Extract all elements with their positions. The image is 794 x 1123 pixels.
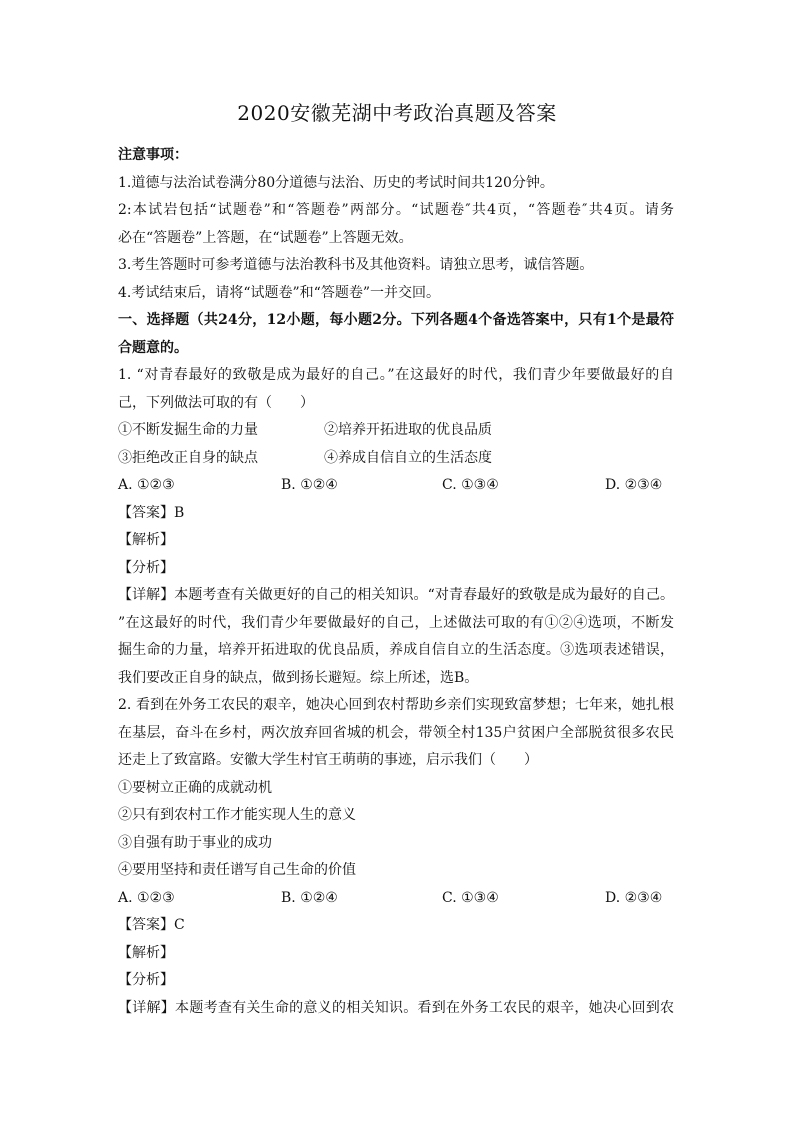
q1-stem-cont: 己，下列做法可取的有（ ） bbox=[118, 394, 314, 411]
q1-analysis-label: 【解析】 bbox=[118, 532, 174, 548]
q2-statement-3: ③自强有助于事业的成功 bbox=[118, 834, 272, 851]
q2-analysis-label: 【解析】 bbox=[118, 944, 174, 961]
q1-statements-row-2 bbox=[118, 445, 674, 473]
q2-choice-c: C. ①③④ bbox=[442, 889, 499, 906]
q1-choice-c: C. ①③④ bbox=[442, 477, 499, 493]
q2-detail-line-1: 【详解】本题考查有关生命的意义的相关知识。看到在外务工农民的艰辛，她决心回到农 bbox=[118, 999, 674, 1016]
q2-stem: 2. 看到在外务工农民的艰辛，她决心回到农村帮助乡亲们实现致富梦想；七年来，她扎根 bbox=[118, 697, 674, 713]
document-body bbox=[118, 142, 674, 1022]
q1-detail-line-2: ”在这最好的时代，我们青少年要做最好的自己，上述做法可取的有①②④选项，不断发 bbox=[118, 614, 674, 631]
q2-choice-d: D. ②③④ bbox=[605, 889, 663, 906]
q1-statement-2: ②培养开拓进取的优良品质 bbox=[324, 422, 492, 438]
q2-answer: 【答案】C bbox=[118, 917, 185, 933]
notes-heading: 注意事项： bbox=[118, 147, 188, 163]
document-title: 2020安徽芜湖中考政治真题及答案 bbox=[237, 101, 557, 125]
q1-statement-4: ④养成自信自立的生活态度 bbox=[324, 449, 492, 466]
q1-statement-1: ①不断发掘生命的力量 bbox=[118, 422, 258, 438]
q1-choice-b: B. ①②④ bbox=[281, 477, 338, 493]
q1-fenxi-label: 【分析】 bbox=[118, 559, 174, 576]
q1-choices bbox=[118, 472, 674, 500]
note-item-3: 3.考生答题时可参考道德与法治教科书及其他资料。请独立思考，诚信答题。 bbox=[118, 257, 594, 273]
q1-statements-row-1 bbox=[118, 417, 674, 445]
q2-choice-a: A. ①②③ bbox=[118, 889, 175, 906]
q1-detail-line-4: 我们要改正自身的缺点，做到扬长避短。综上所述，选B。 bbox=[118, 669, 479, 686]
note-item-2: 2:本试岩包括“试题卷”和“答题卷”两部分。“试题卷″共4页，“答题卷″共4页。请务 bbox=[118, 202, 674, 218]
q1-choice-a: A. ①②③ bbox=[118, 477, 175, 493]
section-heading-cont: 合题意的。 bbox=[118, 339, 188, 356]
note-item-4: 4.考试结束后，请将“试题卷”和“答题卷”一并交回。 bbox=[118, 284, 440, 301]
q2-stem-cont-1: 在基层，奋斗在乡村，两次放弃回省城的机会，带领全村135户贫困户全部脱贫很多农民 bbox=[118, 724, 674, 741]
note-item-2-cont: 必在“答题卷”上答题，在“试题卷”上答题无效。 bbox=[118, 229, 413, 246]
q1-detail-line-3: 掘生命的力量，培养开拓进取的优良品质，养成自信自立的生活态度。③选项表述错误， bbox=[118, 642, 674, 658]
q1-stem: 1. “对青春最好的致敬是成为最好的自己。”在这最好的时代，我们青少年要做最好的自 bbox=[118, 367, 674, 383]
q2-choices bbox=[118, 885, 674, 913]
q1-choice-d: D. ②③④ bbox=[605, 477, 663, 493]
q2-statement-1: ①要树立正确的成就动机 bbox=[118, 779, 272, 796]
q2-choice-b: B. ①②④ bbox=[281, 889, 338, 906]
q1-detail-line-1: 【详解】本题考查有关做更好的自己的相关知识。“对青春最好的致敬是成为最好的自己。 bbox=[118, 587, 674, 603]
q1-answer: 【答案】B bbox=[118, 504, 185, 521]
q2-statement-4: ④要用坚持和责任谱写自己生命的价值 bbox=[118, 862, 356, 878]
q2-fenxi-label: 【分析】 bbox=[118, 972, 174, 988]
section-heading: 一、选择题（共24分，12小题，每小题2分。下列各题4个备选答案中，只有1个是最符 bbox=[118, 312, 674, 328]
q2-statement-2: ②只有到农村工作才能实现人生的意义 bbox=[118, 807, 356, 823]
q1-statement-3: ③拒绝改正自身的缺点 bbox=[118, 449, 258, 466]
q2-stem-cont-2: 还走上了致富路。安徽大学生村官王萌萌的事迹，启示我们（ ） bbox=[118, 752, 538, 768]
note-item-1: 1.道德与法治试卷满分80分道德与法治、历史的考试时间共120分钟。 bbox=[118, 174, 554, 191]
